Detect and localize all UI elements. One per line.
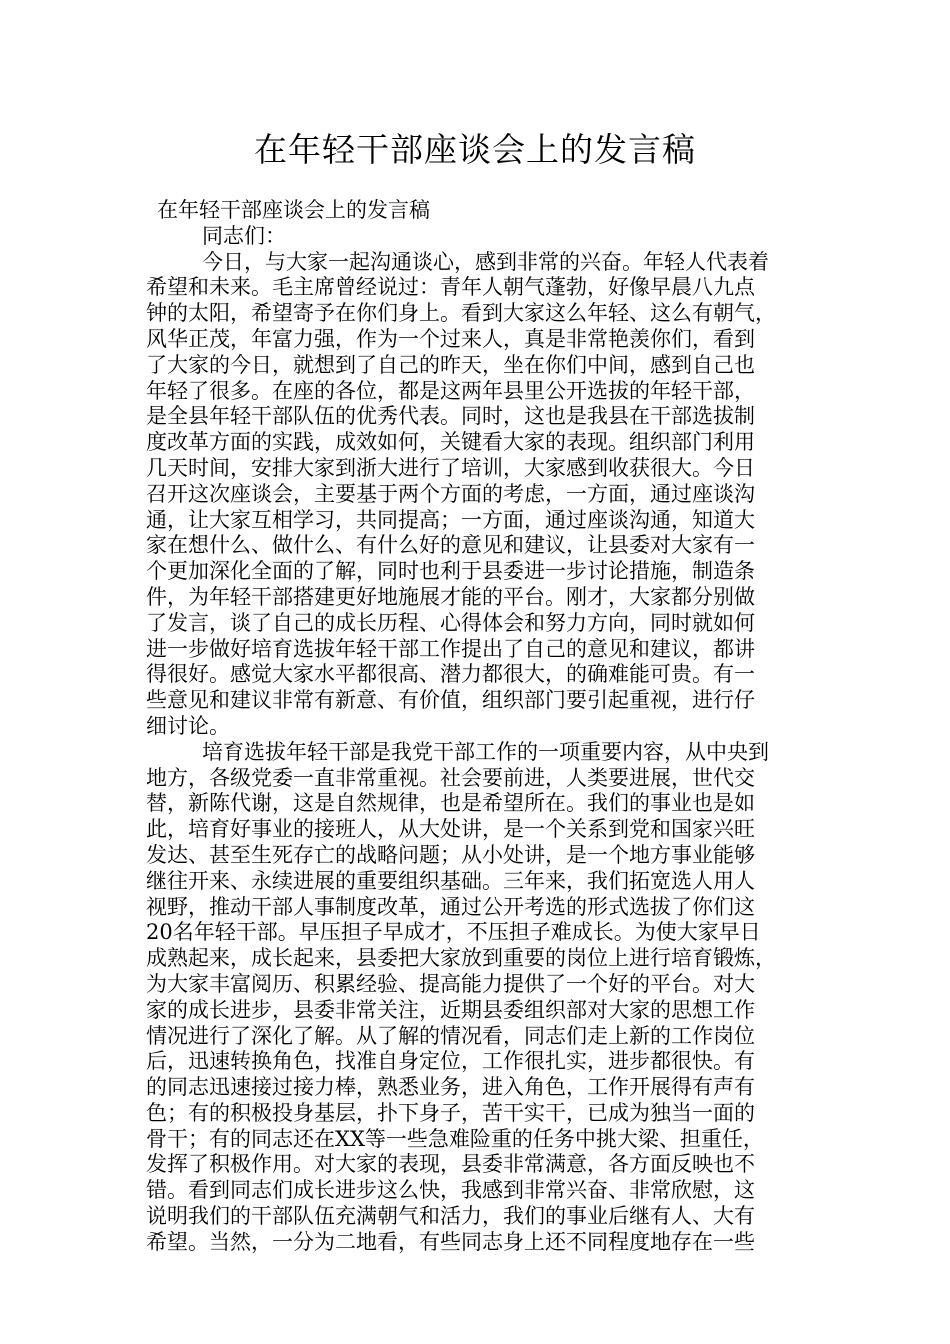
paragraph-line: 的同志迅速接过接力棒，熟悉业务，进入角色，工作开展得有声有: [146, 1075, 755, 1100]
paragraph-line: 色；有的积极投身基层，扑下身子，苦干实干，已成为独当一面的: [146, 1100, 755, 1125]
paragraph-line: 替，新陈代谢，这是自然规律，也是希望所在。我们的事业也是如: [146, 791, 755, 816]
paragraph-line: 家在想什么、做什么、有什么好的意见和建议，让县委对大家有一: [146, 533, 755, 558]
paragraph-line: 今日，与大家一起沟通谈心，感到非常的兴奋。年轻人代表着: [202, 249, 769, 274]
paragraph-line: 发挥了积极作用。对大家的表现，县委非常满意，各方面反映也不: [146, 1152, 755, 1177]
paragraph-line: 是全县年轻干部队伍的优秀代表。同时，这也是我县在干部选拔制: [146, 404, 755, 429]
paragraph-line: 个更加深化全面的了解，同时也利于县委进一步讨论措施，制造条: [146, 559, 755, 584]
salutation: 同志们：: [202, 223, 286, 248]
document-title: 在年轻干部座谈会上的发言稿: [254, 130, 696, 169]
paragraph: [146, 250, 826, 740]
paragraph-line: 年轻了很多。在座的各位，都是这两年县里公开选拔的年轻干部，: [146, 378, 755, 403]
paragraph-line: 些意见和建议非常有新意、有价值，组织部门要引起重视，进行仔: [146, 688, 755, 713]
paragraph-line: 件，为年轻干部搭建更好地施展才能的平台。刚才，大家都分别做: [146, 584, 755, 609]
paragraph-line: 通，让大家互相学习，共同提高；一方面，通过座谈沟通，知道大: [146, 507, 755, 532]
paragraph-line: 骨干；有的同志还在XX等一些急难险重的任务中挑大梁、担重任，: [146, 1126, 764, 1151]
paragraph-line: 希望。当然，一分为二地看，有些同志身上还不同程度地存在一些: [146, 1229, 755, 1254]
paragraph-line: 后，迅速转换角色，找准自身定位，工作很扎实，进步都很快。有: [146, 1049, 755, 1074]
document-subtitle: 在年轻干部座谈会上的发言稿: [157, 198, 430, 222]
paragraph-line: 为大家丰富阅历、积累经验、提高能力提供了一个好的平台。对大: [146, 971, 755, 996]
paragraph-line: 进一步做好培育选拔年轻干部工作提出了自己的意见和建议，都讲: [146, 636, 755, 661]
paragraph-line: 地方，各级党委一直非常重视。社会要前进，人类要进展，世代交: [146, 765, 755, 790]
paragraph-line: 成熟起来，成长起来，县委把大家放到重要的岗位上进行培育锻炼，: [146, 946, 776, 971]
paragraph-line: 继往开来、永续进展的重要组织基础。三年来，我们拓宽选人用人: [146, 868, 755, 893]
document-body: [146, 198, 826, 1256]
paragraph-line: 度改革方面的实践，成效如何，关键看大家的表现。组织部门利用: [146, 430, 755, 455]
paragraph-line: 培育选拔年轻干部是我党干部工作的一项重要内容，从中央到: [202, 739, 769, 764]
paragraph-line: 几天时间，安排大家到浙大进行了培训，大家感到收获很大。今日: [146, 455, 755, 480]
paragraph-line: 情况进行了深化了解。从了解的情况看，同志们走上新的工作岗位: [146, 1023, 755, 1048]
paragraph-line: 此，培育好事业的接班人，从大处讲，是一个关系到党和国家兴旺: [146, 817, 755, 842]
paragraph-line: 风华正茂，年富力强，作为一个过来人，真是非常艳羡你们，看到: [146, 326, 755, 351]
paragraph-line: 细讨论。: [146, 713, 230, 738]
paragraphs: [146, 250, 826, 1256]
paragraph-line: 家的成长进步，县委非常关注，近期县委组织部对大家的思想工作: [146, 997, 755, 1022]
paragraph-line: 发达、甚至生死存亡的战略问题；从小处讲，是一个地方事业能够: [146, 842, 755, 867]
paragraph-line: 得很好。感觉大家水平都很高、潜力都很大，的确难能可贵。有一: [146, 662, 755, 687]
paragraph-line: 20名年轻干部。早压担子早成才，不压担子难成长。为使大家早日: [146, 920, 761, 945]
paragraph-line: 钟的太阳，希望寄予在你们身上。看到大家这么年轻、这么有朝气，: [146, 301, 776, 326]
paragraph-line: 了发言，谈了自己的成长历程、心得体会和努力方向，同时就如何: [146, 610, 755, 635]
paragraph-line: 错。看到同志们成长进步这么快，我感到非常兴奋、非常欣慰，这: [146, 1178, 755, 1203]
paragraph: [146, 740, 826, 1256]
paragraph-line: 召开这次座谈会，主要基于两个方面的考虑，一方面，通过座谈沟: [146, 481, 755, 506]
paragraph-line: 希望和未来。毛主席曾经说过：青年人朝气蓬勃，好像早晨八九点: [146, 275, 755, 300]
paragraph-line: 了大家的今日，就想到了自己的昨天，坐在你们中间，感到自己也: [146, 352, 755, 377]
paragraph-line: 说明我们的干部队伍充满朝气和活力，我们的事业后继有人、大有: [146, 1204, 755, 1229]
paragraph-line: 视野，推动干部人事制度改革，通过公开考选的形式选拔了你们这: [146, 894, 755, 919]
